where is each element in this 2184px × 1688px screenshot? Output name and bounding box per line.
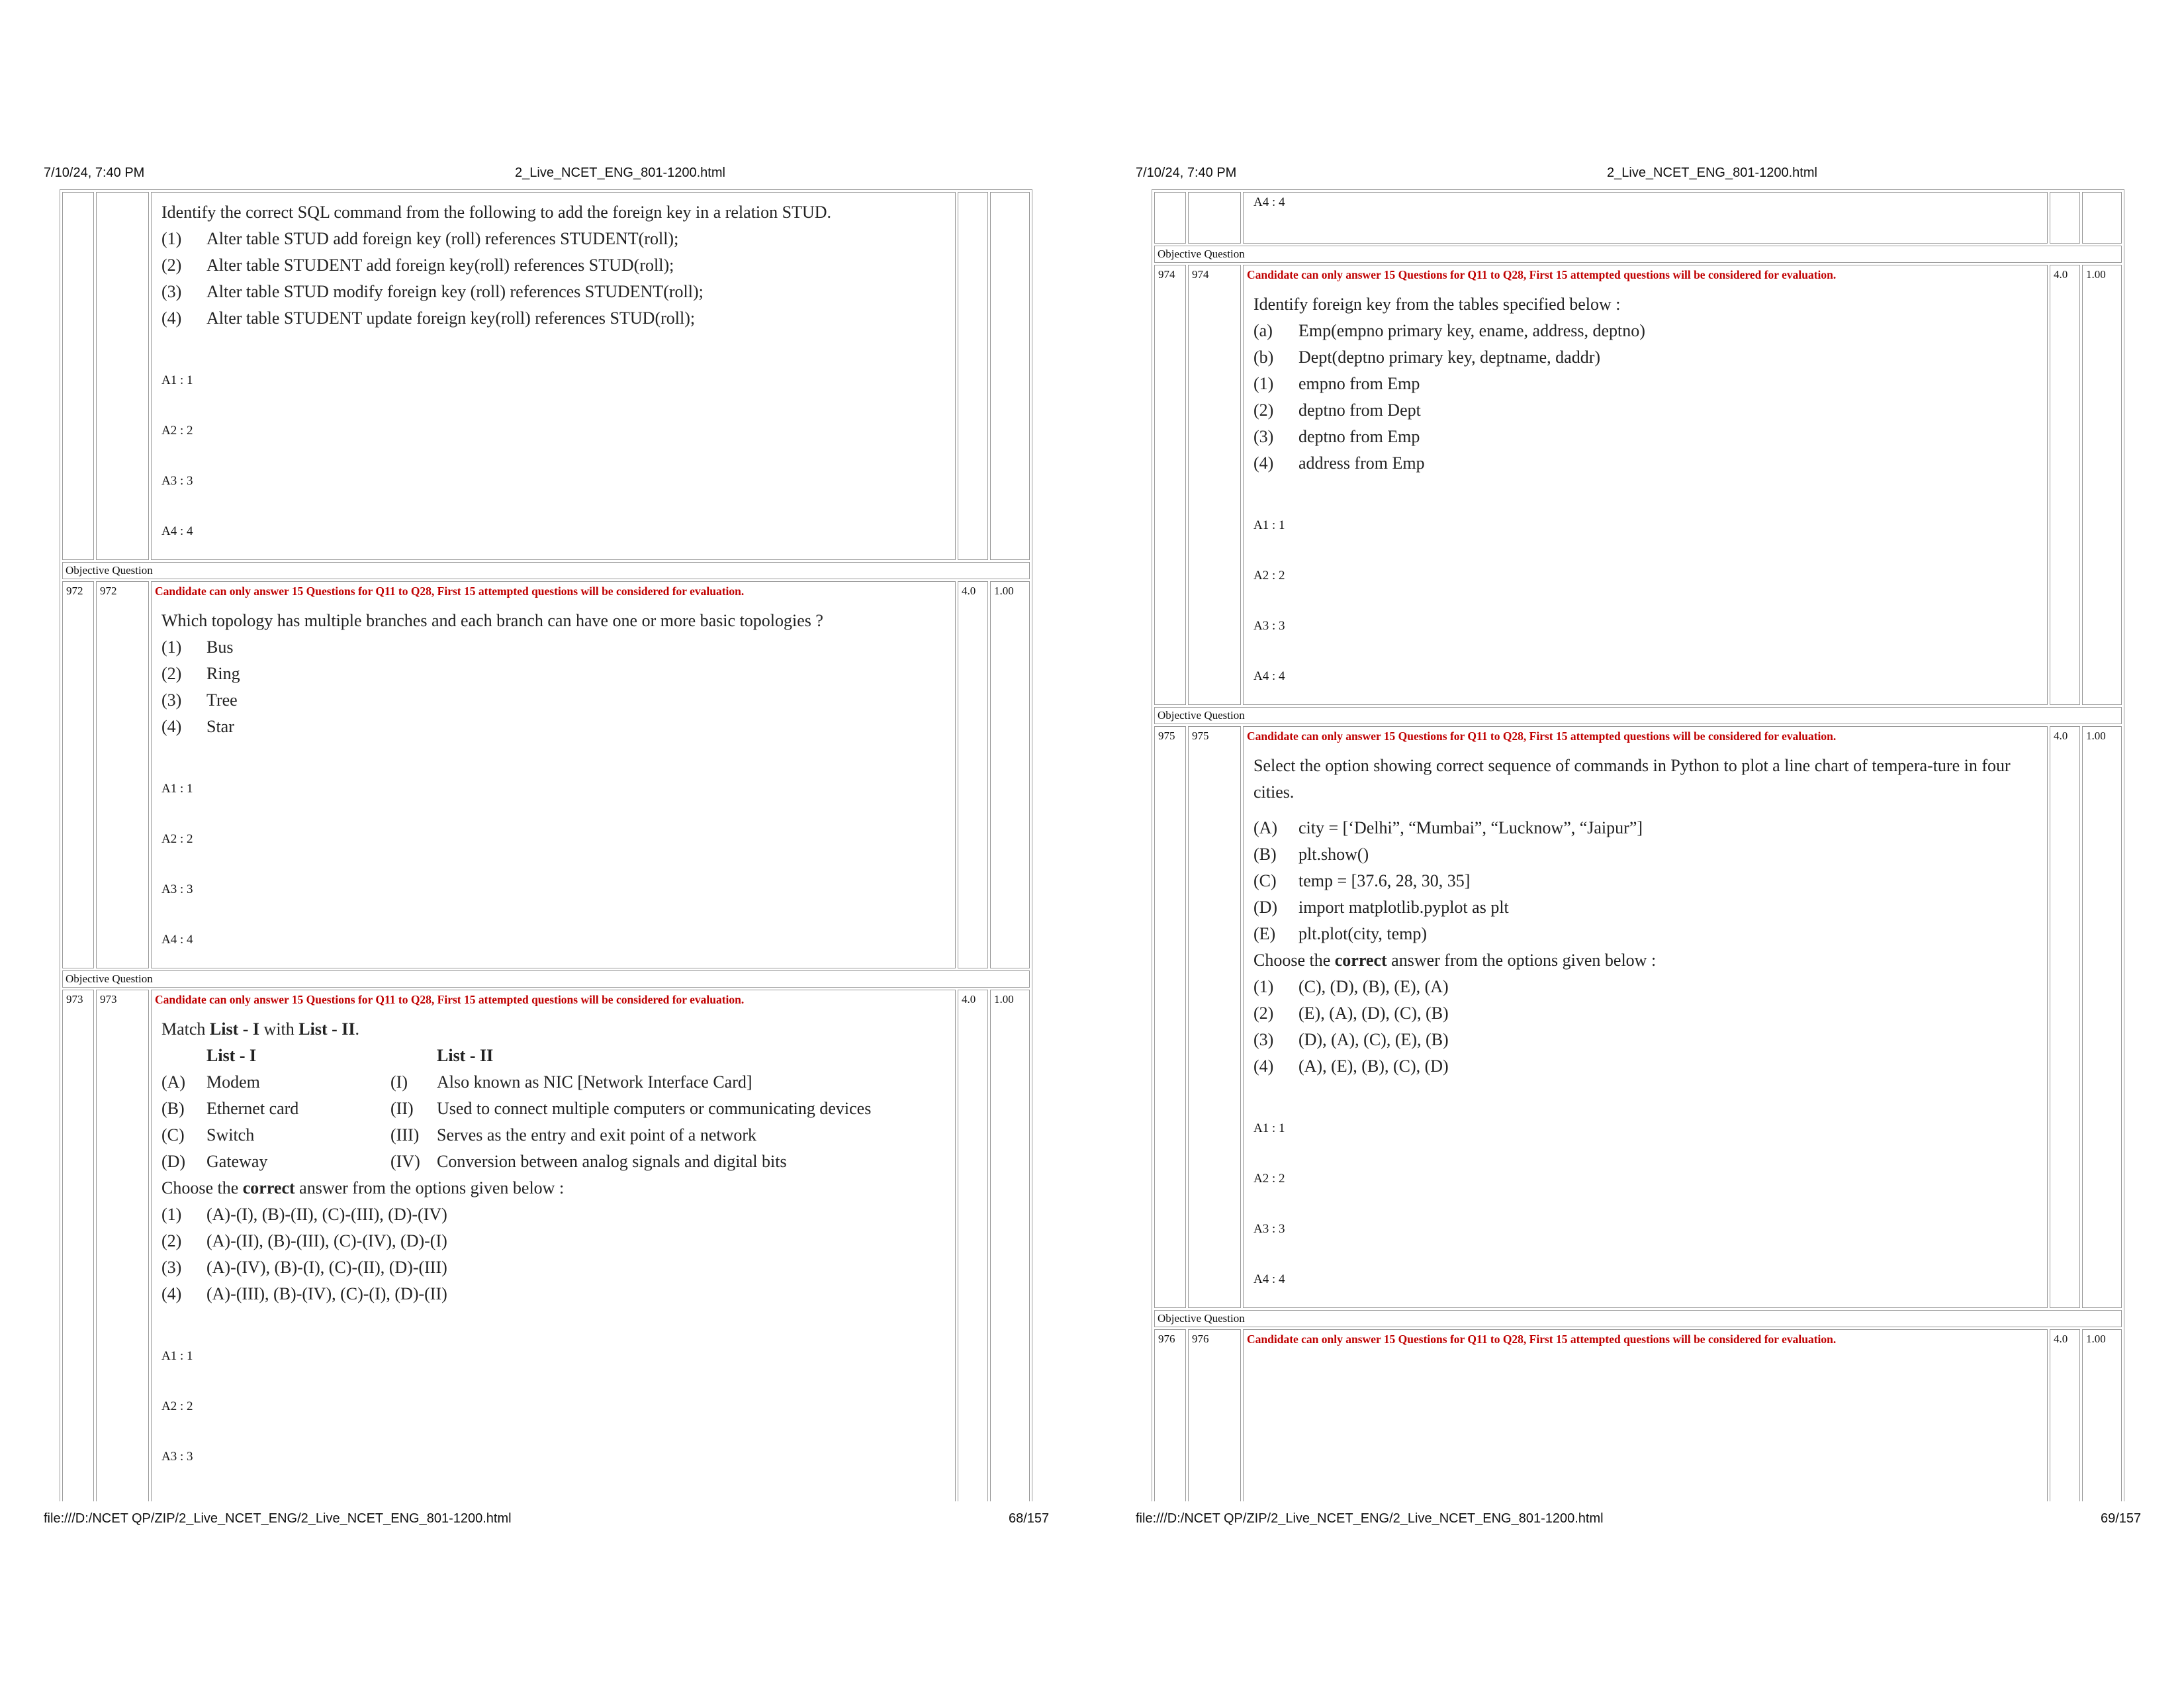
question-type-row (1154, 246, 2122, 263)
evaluation-warning: Candidate can only answer 15 Questions for Q11 to Q28, First 15 attempted questions will be considered for evaluation. (155, 993, 745, 1006)
option-1: (1) Alter table STUD add foreign key (roll) references STUDENT(roll); (161, 229, 679, 248)
question-type-label: Objective Question (62, 970, 1030, 988)
option-3: (3) Alter table STUD modify foreign key (roll) references STUDENT(roll); (161, 282, 704, 301)
marks-cell: 4.0 (958, 990, 988, 1501)
marks-cell: 4.0 (2050, 726, 2080, 1308)
option-4: (4) address from Emp (1253, 453, 1425, 473)
answer-option: A4 : 4 (1253, 1272, 1285, 1286)
answer-option: A4 : 4 (161, 933, 193, 947)
list-1-heading: List - I (206, 1046, 257, 1065)
sn-cell: 974 (1154, 265, 1186, 705)
answer-option: A1 : 1 (161, 782, 193, 796)
answer-option: A1 : 1 (1253, 518, 1285, 532)
question-type-row (1154, 707, 2122, 724)
question-row-973-tail (1154, 192, 2122, 244)
print-title: 2_Live_NCET_ENG_801-1200.html (1607, 165, 1817, 180)
question-row-972 (62, 581, 1030, 968)
question-type-row (1154, 1310, 2122, 1327)
answer-option: A3 : 3 (1253, 1222, 1285, 1236)
answer-option: A3 : 3 (161, 474, 193, 488)
option-4: (4) Alter table STUDENT update foreign key(roll) references STUD(roll); (161, 308, 696, 328)
print-file-path: file:///D:/NCET QP/ZIP/2_Live_NCET_ENG/2_Live_NCET_ENG_801-1200.html (1136, 1511, 1604, 1526)
negative-marks-cell: 1.00 (990, 581, 1030, 968)
print-date: 7/10/24, 7:40 PM (44, 165, 145, 180)
match-row: (B) Ethernet card (II) Used to connect multiple computers or communicating devices (161, 1099, 872, 1118)
step-b: (B) plt.show() (1253, 845, 1369, 864)
question-body (1243, 1329, 2048, 1501)
question-row-975 (1154, 726, 2122, 1308)
option-2: (2) Ring (161, 664, 240, 683)
option-3: (3) (A)-(IV), (B)-(I), (C)-(II), (D)-(III) (161, 1258, 447, 1277)
answer-option: A1 : 1 (161, 1349, 193, 1363)
answer-option: A2 : 2 (161, 832, 193, 846)
left-page (0, 0, 1085, 1688)
question-stem: Which topology has multiple branches and each branch can have one or more basic topologies ? (161, 611, 823, 630)
answer-option: A3 : 3 (161, 882, 193, 896)
qid-cell: 973 (96, 990, 149, 1501)
sn-cell: 973 (62, 990, 94, 1501)
question-content (1152, 189, 2124, 1501)
qid-cell: 972 (96, 581, 149, 968)
page-number: 68/157 (1009, 1511, 1050, 1526)
step-a: (A) city = [‘Delhi”, “Mumbai”, “Lucknow”, “Jaipur”] (1253, 818, 1643, 837)
question-type-row (62, 970, 1030, 988)
question-content (60, 189, 1032, 1501)
match-row: (D) Gateway (IV) Conversion between analog signals and digital bits (161, 1152, 787, 1171)
qid-cell: 976 (1188, 1329, 1241, 1501)
option-4: (4) (A)-(III), (B)-(IV), (C)-(I), (D)-(II) (161, 1284, 447, 1303)
step-d: (D) import matplotlib.pyplot as plt (1253, 898, 1509, 917)
option-4: (4) (A), (E), (B), (C), (D) (1253, 1056, 1449, 1076)
question-stem: Select the option showing correct sequence of commands in Python to plot a line chart of tempera-ture in four cities. (1253, 756, 2011, 802)
evaluation-warning: Candidate can only answer 15 Questions for Q11 to Q28, First 15 attempted questions will be considered for evaluation. (1247, 1333, 1837, 1346)
option-1: (1) (A)-(I), (B)-(II), (C)-(III), (D)-(IV) (161, 1205, 447, 1224)
negative-marks-cell: 1.00 (2082, 265, 2122, 705)
question-type-label: Objective Question (62, 562, 1030, 579)
question-row-973 (62, 990, 1030, 1501)
step-c: (C) temp = [37.6, 28, 30, 35] (1253, 871, 1471, 890)
qid-cell: 975 (1188, 726, 1241, 1308)
page-number: 69/157 (2101, 1511, 2142, 1526)
answer-option: A1 : 1 (1253, 1121, 1285, 1135)
question-row-971-cont (62, 192, 1030, 560)
choose-instruction: Choose the correct answer from the options given below : (1253, 951, 1657, 970)
qid-cell: 974 (1188, 265, 1241, 705)
option-2: (2) Alter table STUDENT add foreign key(roll) references STUD(roll); (161, 256, 674, 275)
sn-cell (1154, 192, 1186, 244)
answer-option: A2 : 2 (161, 1399, 193, 1413)
option-1: (1) (C), (D), (B), (E), (A) (1253, 977, 1449, 996)
answer-option: A3 : 3 (1253, 619, 1285, 633)
match-header (206, 1043, 948, 1069)
choose-instruction: Choose the correct answer from the options given below : (161, 1178, 565, 1197)
marks-cell (958, 192, 988, 560)
answer-option: A2 : 2 (1253, 1172, 1285, 1186)
answer-option: A4 : 4 (1253, 195, 1285, 209)
sn-cell: 976 (1154, 1329, 1186, 1501)
answer-option: A2 : 2 (1253, 569, 1285, 583)
question-body (1243, 726, 2048, 1308)
marks-cell: 4.0 (2050, 265, 2080, 705)
option-1: (1) empno from Emp (1253, 374, 1420, 393)
question-type-row (62, 562, 1030, 579)
option-3: (3) deptno from Emp (1253, 427, 1420, 446)
negative-marks-cell: 1.00 (990, 990, 1030, 1501)
evaluation-warning: Candidate can only answer 15 Questions for Q11 to Q28, First 15 attempted questions will be considered for evaluation. (1247, 268, 1837, 281)
negative-marks-cell (2082, 192, 2122, 244)
evaluation-warning: Candidate can only answer 15 Questions for Q11 to Q28, First 15 attempted questions will be considered for evaluation. (155, 585, 745, 598)
right-page (1092, 0, 2177, 1688)
question-body (151, 990, 956, 1501)
question-body (151, 192, 956, 560)
answer-option: A1 : 1 (161, 373, 193, 387)
marks-cell: 4.0 (958, 581, 988, 968)
step-e: (E) plt.plot(city, temp) (1253, 924, 1427, 943)
question-table (1152, 189, 2124, 1501)
question-body (1243, 192, 2048, 244)
sn-cell (62, 192, 94, 560)
negative-marks-cell: 1.00 (2082, 726, 2122, 1308)
answer-option: A4 : 4 (161, 524, 193, 538)
option-2: (2) (A)-(II), (B)-(III), (C)-(IV), (D)-(I) (161, 1231, 447, 1250)
answer-option: A4 : 4 (1253, 669, 1285, 683)
option-3: (3) Tree (161, 690, 238, 710)
qid-cell (1188, 192, 1241, 244)
print-date: 7/10/24, 7:40 PM (1136, 165, 1237, 180)
answer-option: A3 : 3 (161, 1450, 193, 1464)
option-2: (2) (E), (A), (D), (C), (B) (1253, 1004, 1449, 1023)
option-3: (3) (D), (A), (C), (E), (B) (1253, 1030, 1449, 1049)
question-row-976 (1154, 1329, 2122, 1501)
option-2: (2) deptno from Dept (1253, 400, 1421, 420)
answer-option: A2 : 2 (161, 424, 193, 438)
table-spec-b: (b) Dept(deptno primary key, deptname, daddr) (1253, 348, 1601, 367)
question-type-label: Objective Question (1154, 1310, 2122, 1327)
print-file-path: file:///D:/NCET QP/ZIP/2_Live_NCET_ENG/2_Live_NCET_ENG_801-1200.html (44, 1511, 512, 1526)
question-stem: Identify the correct SQL command from the following to add the foreign key in a relation STUD. (161, 203, 832, 222)
option-1: (1) Bus (161, 637, 234, 657)
evaluation-warning: Candidate can only answer 15 Questions for Q11 to Q28, First 15 attempted questions will be considered for evaluation. (1247, 729, 1837, 743)
question-body (151, 581, 956, 968)
question-stem: Identify foreign key from the tables specified below : (1253, 295, 1621, 314)
match-row: (A) Modem (I) Also known as NIC [Network Interface Card] (161, 1072, 752, 1092)
table-spec-a: (a) Emp(empno primary key, ename, address, deptno) (1253, 321, 1645, 340)
marks-cell (2050, 192, 2080, 244)
match-table (161, 1043, 948, 1175)
negative-marks-cell (990, 192, 1030, 560)
question-stem: Match List - I with List - II. (161, 1019, 360, 1039)
sn-cell: 975 (1154, 726, 1186, 1308)
match-row: (C) Switch (III) Serves as the entry and exit point of a network (161, 1125, 757, 1145)
sn-cell: 972 (62, 581, 94, 968)
question-table (60, 189, 1032, 1501)
list-2-heading: List - II (437, 1046, 494, 1065)
question-body (1243, 265, 2048, 705)
question-type-label: Objective Question (1154, 246, 2122, 263)
option-4: (4) Star (161, 717, 234, 736)
negative-marks-cell: 1.00 (2082, 1329, 2122, 1501)
print-title: 2_Live_NCET_ENG_801-1200.html (515, 165, 725, 180)
question-type-label: Objective Question (1154, 707, 2122, 724)
qid-cell (96, 192, 149, 560)
question-row-974 (1154, 265, 2122, 705)
marks-cell: 4.0 (2050, 1329, 2080, 1501)
